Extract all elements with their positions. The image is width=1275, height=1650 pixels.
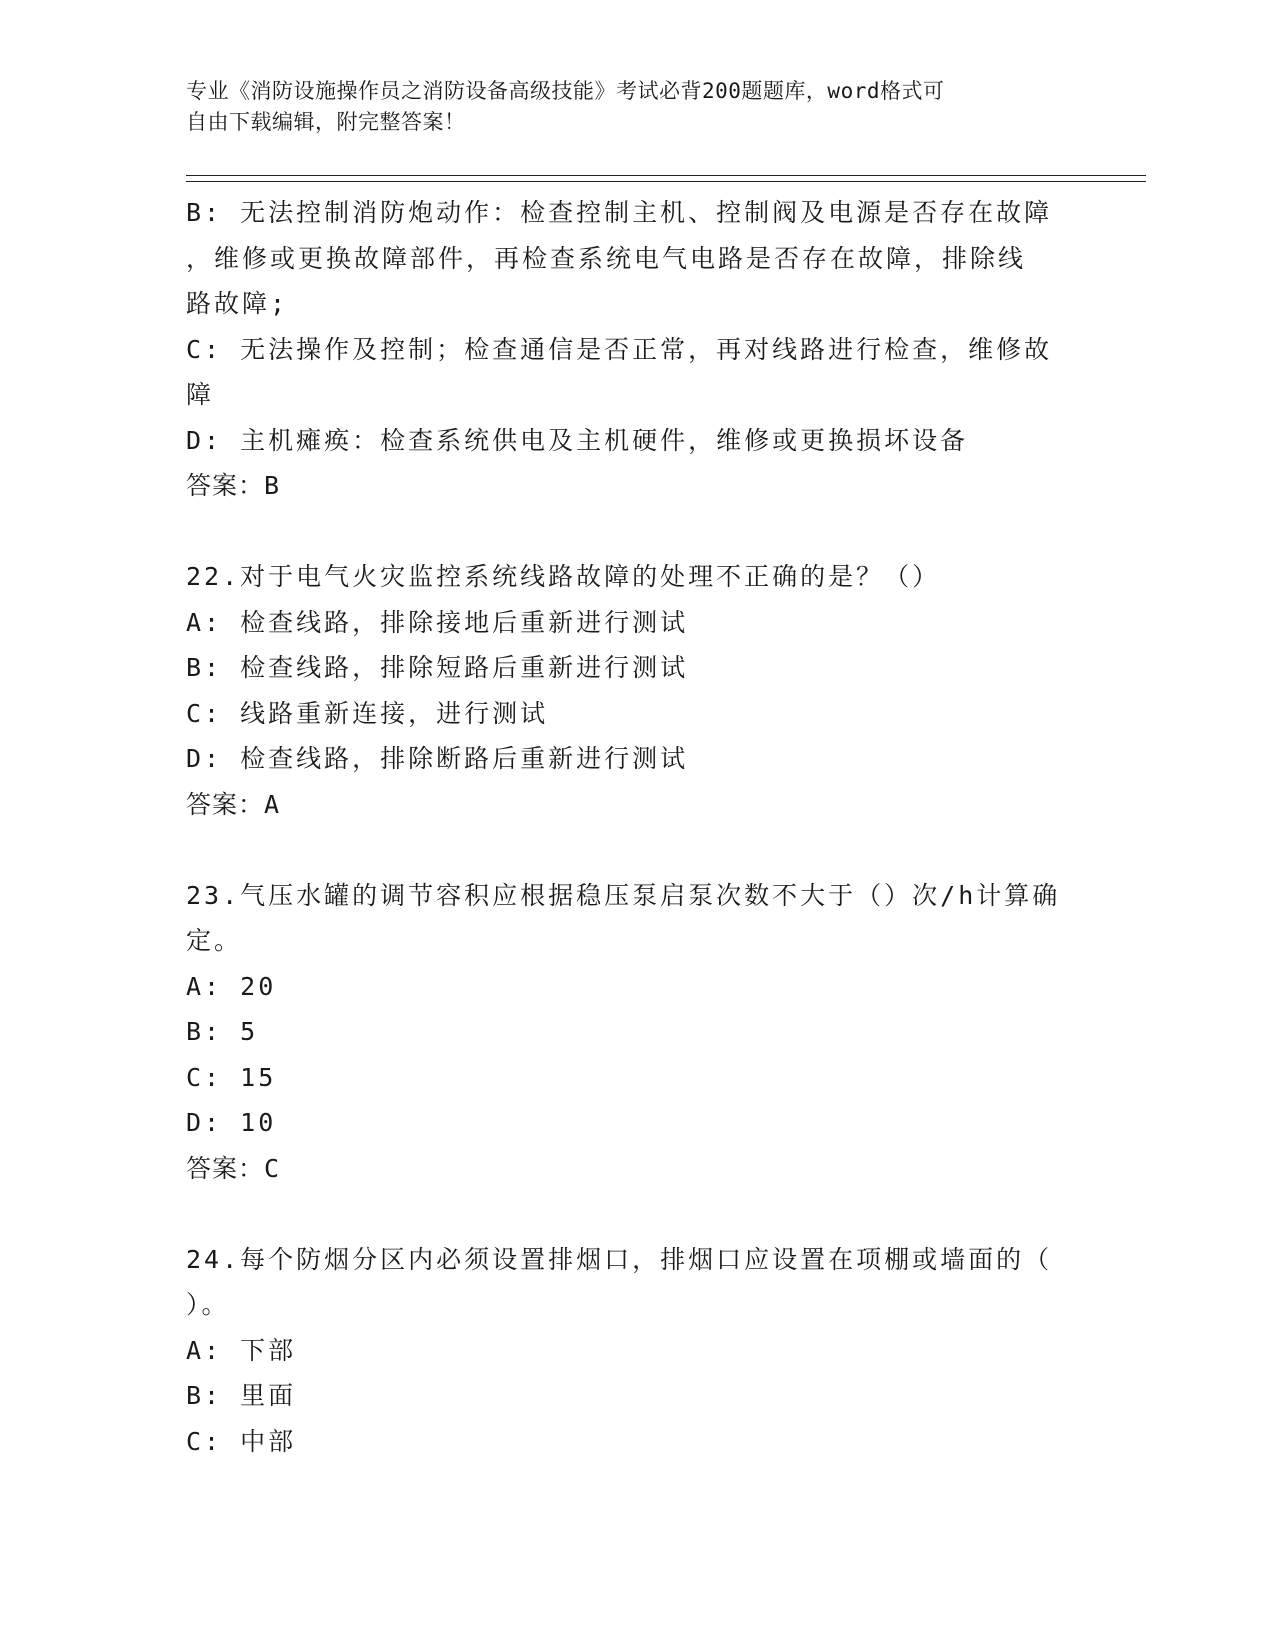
option-c-line-1: C: 无法操作及控制；检查通信是否正常，再对线路进行检查，维修故 bbox=[186, 334, 1053, 364]
question-23 bbox=[186, 873, 1086, 1192]
header-line-1: 专业《消防设施操作员之消防设备高级技能》考试必背200题题库，word格式可 bbox=[186, 79, 945, 103]
option-b: B: 检查线路，排除短路后重新进行测试 bbox=[186, 653, 689, 682]
option-d: D: 10 bbox=[186, 1108, 277, 1137]
option-b-line-2: ，维修或更换故障部件，再检查系统电气电路是否存在故障，排除线 bbox=[186, 243, 1027, 273]
option-c: C: 线路重新连接，进行测试 bbox=[186, 698, 549, 728]
option-b-line-3: 路故障; bbox=[186, 289, 289, 318]
spacer bbox=[186, 1191, 1086, 1237]
spacer bbox=[186, 509, 1086, 555]
question-text-line-2: 定。 bbox=[186, 926, 243, 955]
header-line-2: 自由下载编辑，附完整答案！ bbox=[186, 110, 466, 134]
option-c: C: 中部 bbox=[186, 1426, 297, 1456]
option-a: A: 20 bbox=[186, 971, 277, 1001]
answer: 答案：C bbox=[186, 1153, 281, 1183]
option-d: D: 主机瘫痪：检查系统供电及主机硬件，维修或更换损坏设备 bbox=[186, 425, 969, 455]
option-a: A: 下部 bbox=[186, 1335, 297, 1365]
answer: 答案：B bbox=[186, 471, 281, 500]
option-c-line-2: 障 bbox=[186, 380, 215, 409]
option-d: D: 检查线路，排除断路后重新进行测试 bbox=[186, 744, 689, 773]
question-text-line-2: ）。 bbox=[186, 1290, 230, 1319]
option-b: B: 5 bbox=[186, 1017, 259, 1046]
option-a: A: 检查线路，排除接地后重新进行测试 bbox=[186, 607, 689, 637]
question-22 bbox=[186, 554, 1086, 827]
question-text-line-1: 23.气压水罐的调节容积应根据稳压泵启泵次数不大于（）次/h计算确 bbox=[186, 880, 1061, 910]
question-list bbox=[186, 190, 1086, 1464]
question-24 bbox=[186, 1237, 1086, 1465]
answer: 答案：A bbox=[186, 789, 281, 819]
question-21 bbox=[186, 190, 1086, 509]
option-b-line-1: B: 无法控制消防炮动作：检查控制主机、控制阀及电源是否存在故障 bbox=[186, 198, 1053, 227]
header-divider-top bbox=[186, 175, 1146, 176]
spacer bbox=[186, 827, 1086, 873]
header-divider-bottom bbox=[186, 181, 1146, 182]
option-c: C: 15 bbox=[186, 1062, 277, 1092]
option-b: B: 里面 bbox=[186, 1381, 297, 1410]
document-header bbox=[186, 76, 1066, 138]
question-text: 22.对于电气火灾监控系统线路故障的处理不正确的是？（） bbox=[186, 562, 941, 591]
question-text-line-1: 24.每个防烟分区内必须设置排烟口，排烟口应设置在项棚或墙面的（ bbox=[186, 1244, 1053, 1274]
